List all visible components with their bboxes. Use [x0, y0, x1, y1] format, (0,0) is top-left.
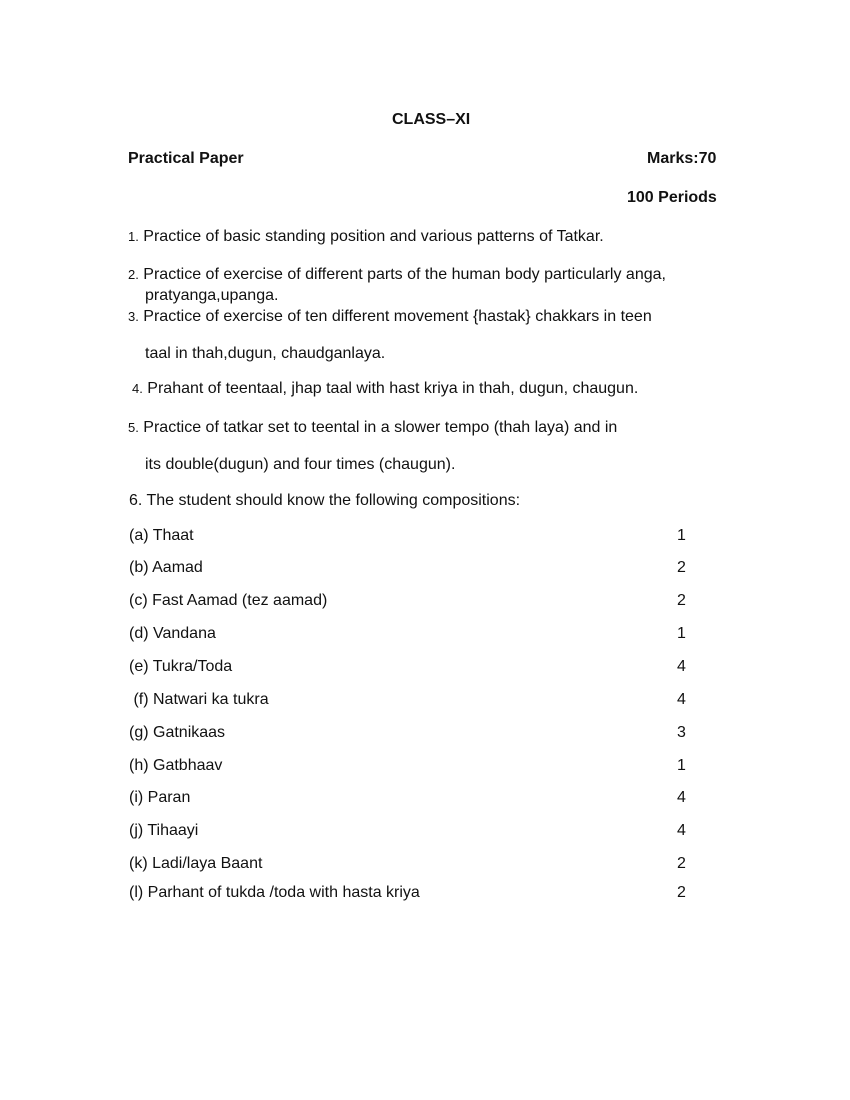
item-text: Practice of tatkar set to teental in a slower tempo (thah laya) and in — [143, 419, 618, 436]
composition-label: (b) Aamad — [129, 559, 203, 576]
item-5 — [128, 419, 617, 437]
item-5-continuation: its double(dugun) and four times (chaugun). — [145, 456, 456, 473]
composition-marks: 4 — [677, 789, 686, 806]
item-number: 1. — [128, 229, 139, 244]
composition-label: (i) Paran — [129, 789, 191, 806]
item-text: Prahant of teentaal, jhap taal with hast kriya in thah, dugun, chaugun. — [147, 380, 639, 397]
composition-marks: 2 — [677, 592, 686, 609]
composition-label: (l) Parhant of tukda /toda with hasta kriya — [129, 884, 420, 901]
item-3 — [128, 308, 652, 326]
composition-marks: 1 — [677, 527, 686, 544]
composition-marks: 2 — [677, 884, 686, 901]
class-title: CLASS–XI — [392, 111, 471, 128]
composition-marks: 3 — [677, 724, 686, 741]
item-text: Practice of exercise of different parts of the human body particularly anga, — [143, 266, 666, 283]
composition-label: (a) Thaat — [129, 527, 194, 544]
composition-label: (f) Natwari ka tukra — [129, 691, 269, 708]
item-6: 6. The student should know the following compositions: — [129, 492, 521, 509]
item-1 — [128, 228, 604, 246]
composition-marks: 1 — [677, 757, 686, 774]
composition-marks: 4 — [677, 822, 686, 839]
composition-marks: 4 — [677, 691, 686, 708]
item-text: Practice of exercise of ten different movement {hastak} chakkars in teen — [143, 308, 652, 325]
periods-total: 100 Periods — [627, 189, 717, 206]
item-2-continuation: pratyanga,upanga. — [145, 287, 279, 304]
composition-label: (c) Fast Aamad (tez aamad) — [129, 592, 328, 609]
item-number: 5. — [128, 420, 139, 435]
composition-marks: 4 — [677, 658, 686, 675]
composition-label: (h) Gatbhaav — [129, 757, 223, 774]
item-number: 2. — [128, 267, 139, 282]
item-3-continuation: taal in thah,dugun, chaudganlaya. — [145, 345, 386, 362]
composition-label: (j) Tihaayi — [129, 822, 199, 839]
composition-marks: 1 — [677, 625, 686, 642]
composition-label: (d) Vandana — [129, 625, 216, 642]
item-2 — [128, 266, 666, 284]
marks-total: Marks:70 — [647, 150, 717, 167]
item-4 — [132, 380, 638, 398]
item-number: 3. — [128, 309, 139, 324]
item-number: 4. — [132, 381, 143, 396]
composition-label: (k) Ladi/laya Baant — [129, 855, 263, 872]
item-text: Practice of basic standing position and various patterns of Tatkar. — [143, 228, 604, 245]
composition-label: (g) Gatnikaas — [129, 724, 226, 741]
paper-title: Practical Paper — [128, 150, 244, 167]
composition-label: (e) Tukra/Toda — [129, 658, 233, 675]
composition-marks: 2 — [677, 855, 686, 872]
composition-marks: 2 — [677, 559, 686, 576]
